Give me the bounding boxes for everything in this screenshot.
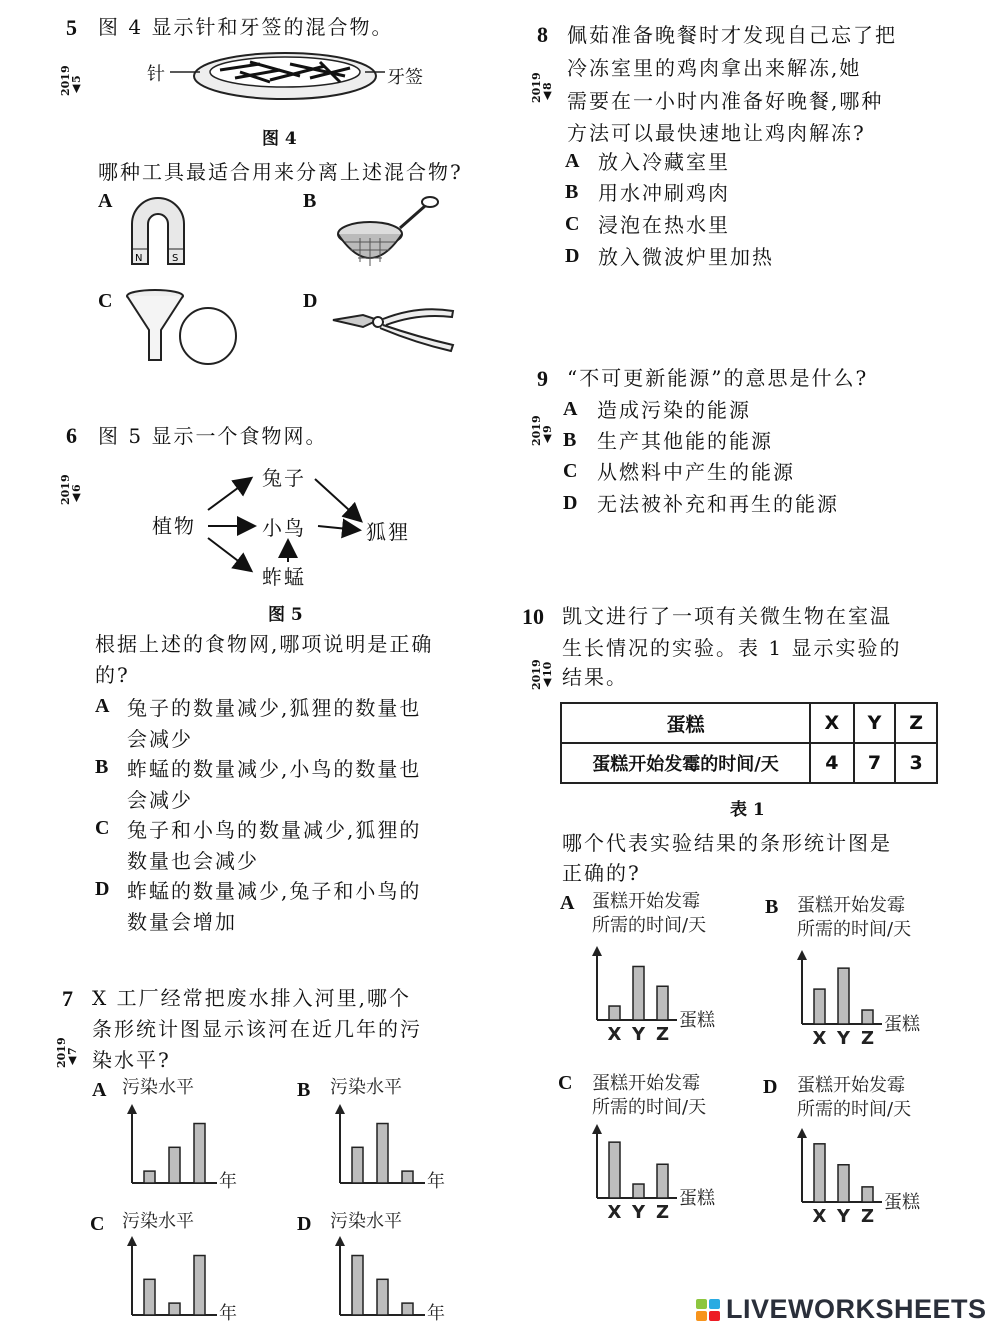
- bar: [169, 1303, 180, 1315]
- q7b-ylabel: 污染水平: [330, 1077, 402, 1098]
- q6-number: 6: [66, 423, 77, 448]
- bar: [838, 968, 849, 1024]
- q5-option-b-letter[interactable]: B: [303, 190, 317, 212]
- q10-question-l2: 正确的?: [562, 861, 641, 885]
- tick-label: Z: [655, 1202, 670, 1223]
- y-axis-arrow: [335, 1104, 345, 1114]
- tick-label: X: [607, 1202, 622, 1223]
- table-cell-y: 7: [854, 743, 896, 783]
- web-fox: 狐狸: [366, 520, 410, 544]
- q8-option-d-text: 放入微波炉里加热: [598, 245, 774, 269]
- y-axis-arrow: [592, 1124, 602, 1134]
- tick-label: Y: [836, 1206, 851, 1227]
- y-axis-arrow: [797, 950, 807, 960]
- x-axis-label: 年: [427, 1303, 445, 1324]
- chart-q7-c: [120, 1230, 260, 1325]
- tick-label: Y: [631, 1202, 646, 1223]
- table-cell-x: 4: [810, 743, 854, 783]
- q8-option-a-letter[interactable]: A: [565, 150, 580, 172]
- q5-question: 哪种工具最适合用来分离上述混合物?: [98, 160, 463, 184]
- bar: [352, 1147, 363, 1183]
- table-1: [560, 702, 938, 784]
- web-grasshopper: 蚱蜢: [262, 565, 306, 589]
- q5-text: 图 4 显示针和牙签的混合物。: [98, 15, 394, 39]
- bar: [814, 989, 825, 1024]
- q9-option-c-letter[interactable]: C: [563, 460, 578, 482]
- web-rabbit: 兔子: [262, 466, 306, 490]
- q10-option-b-letter[interactable]: B: [765, 896, 779, 918]
- chart-q10-b: [790, 944, 950, 1054]
- bar: [377, 1279, 388, 1315]
- q6-option-c-l2: 数量也会减少: [127, 849, 259, 873]
- q9-option-d-text: 无法被补充和再生的能源: [597, 492, 839, 516]
- q6-option-a-l1: 兔子的数量减少,狐狸的数量也: [127, 696, 422, 720]
- q6-option-d-l2: 数量会增加: [127, 910, 237, 934]
- q6-option-a-l2: 会减少: [127, 727, 193, 751]
- toothpick-label: 牙签: [387, 67, 423, 88]
- figure-5-caption: 图 5: [268, 605, 303, 625]
- tick-label: X: [607, 1024, 622, 1045]
- bar: [838, 1165, 849, 1202]
- chart-q7-a: [120, 1098, 260, 1193]
- chart-q10-a: [585, 940, 745, 1050]
- q8-l4: 方法可以最快速地让鸡肉解冻?: [567, 121, 866, 145]
- q6-option-a-letter[interactable]: A: [95, 695, 110, 717]
- q8-number: 8: [537, 22, 548, 47]
- bar: [657, 986, 668, 1020]
- x-axis-label: 年: [219, 1303, 237, 1324]
- q5-option-c-letter[interactable]: C: [98, 290, 113, 312]
- bar: [377, 1124, 388, 1183]
- bar: [194, 1124, 205, 1183]
- q9-number: 9: [537, 366, 548, 391]
- q5-number: 5: [66, 15, 77, 40]
- chart-q7-b: [328, 1098, 468, 1193]
- q6-option-b-letter[interactable]: B: [95, 756, 109, 778]
- q8-option-c-letter[interactable]: C: [565, 213, 580, 235]
- tick-label: Z: [860, 1028, 875, 1049]
- table-cell-z: 3: [895, 743, 937, 783]
- liveworksheets-brand: LIVEWORKSHEETS: [726, 1294, 987, 1324]
- q7-option-b-letter[interactable]: B: [297, 1079, 311, 1101]
- q7c-ylabel: 污染水平: [122, 1211, 194, 1232]
- x-axis-label: 蛋糕: [884, 1014, 920, 1035]
- q10-question-l1: 哪个代表实验结果的条形统计图是: [562, 831, 892, 855]
- q10b-ylabel: 蛋糕开始发霉 所需的时间/天: [797, 895, 912, 940]
- q5-side-tag: 2019 ▲5: [59, 65, 83, 96]
- x-axis-label: 年: [219, 1171, 237, 1192]
- chart-q7-d: [328, 1230, 468, 1325]
- magnet-n: N: [135, 253, 143, 264]
- q6-side-tag: 2019 ▲6: [59, 474, 83, 505]
- q10-number: 10: [522, 604, 544, 629]
- y-axis-arrow: [592, 946, 602, 956]
- q5-option-a-letter[interactable]: A: [98, 190, 113, 212]
- table-header-cake: 蛋糕: [561, 703, 810, 743]
- bar: [402, 1303, 413, 1315]
- q6-text: 图 5 显示一个食物网。: [98, 424, 328, 448]
- q10-option-d-letter[interactable]: D: [763, 1076, 778, 1098]
- bar: [144, 1171, 155, 1183]
- y-axis-arrow: [127, 1104, 137, 1114]
- tick-label: Z: [860, 1206, 875, 1227]
- q8-side-tag: 2019 ▲8: [530, 72, 554, 103]
- q9-option-d-letter[interactable]: D: [563, 492, 578, 514]
- q6-question-l2: 的?: [95, 663, 130, 687]
- q5-option-d-letter[interactable]: D: [303, 290, 318, 312]
- y-axis-arrow: [797, 1128, 807, 1138]
- q8-option-b-letter[interactable]: B: [565, 181, 579, 203]
- q7d-ylabel: 污染水平: [330, 1211, 402, 1232]
- bar: [862, 1187, 873, 1202]
- needle-label: 针: [147, 64, 165, 85]
- figure-4-caption: 图 4: [262, 129, 297, 149]
- q8-l2: 冷冻室里的鸡肉拿出来解冻,她: [567, 56, 862, 80]
- bar: [814, 1144, 825, 1202]
- bar: [609, 1142, 620, 1198]
- bar: [633, 966, 644, 1020]
- chart-q10-c: [585, 1118, 745, 1228]
- q10-option-a-letter[interactable]: A: [560, 892, 575, 914]
- x-axis-label: 年: [427, 1171, 445, 1192]
- bar: [144, 1279, 155, 1315]
- q7-option-a-letter[interactable]: A: [92, 1079, 107, 1101]
- tick-label: Y: [836, 1028, 851, 1049]
- q10-l1: 凯文进行了一项有关微生物在室温: [562, 604, 892, 628]
- table-header-y: Y: [854, 703, 896, 743]
- q8-l1: 佩茹准备晚餐时才发现自己忘了把: [567, 23, 897, 47]
- q9-side-tag: 2019 ▲9: [530, 415, 554, 446]
- q8-l3: 需要在一小时内准备好晚餐,哪种: [567, 89, 884, 113]
- q10d-ylabel: 蛋糕开始发霉 所需的时间/天: [797, 1075, 912, 1120]
- q8-option-d-letter[interactable]: D: [565, 245, 580, 267]
- web-plant: 植物: [152, 514, 196, 538]
- table-1-caption: 表 1: [730, 800, 765, 820]
- q10-l3: 结果。: [562, 665, 628, 689]
- q6-option-d-letter[interactable]: D: [95, 878, 110, 900]
- liveworksheets-logo-icon: [694, 1297, 724, 1323]
- y-axis-arrow: [127, 1236, 137, 1246]
- table-header-z: Z: [895, 703, 937, 743]
- q6-option-b-l1: 蚱蜢的数量减少,小鸟的数量也: [127, 757, 422, 781]
- q9-text: “不可更新能源”的意思是什么?: [567, 366, 869, 390]
- q7a-ylabel: 污染水平: [122, 1077, 194, 1098]
- q6-option-c-letter[interactable]: C: [95, 817, 110, 839]
- q10-option-c-letter[interactable]: C: [558, 1072, 573, 1094]
- q7-number: 7: [62, 986, 73, 1011]
- q9-option-a-letter[interactable]: A: [563, 398, 578, 420]
- bar: [194, 1256, 205, 1315]
- q7-l1: X 工厂经常把废水排入河里,哪个: [92, 986, 411, 1010]
- bar: [169, 1147, 180, 1183]
- q7-option-c-letter[interactable]: C: [90, 1213, 105, 1235]
- magnet-s: S: [172, 253, 179, 264]
- q10-l2: 生长情况的实验。表 1 显示实验的: [562, 636, 902, 660]
- q8-option-a-text: 放入冷藏室里: [598, 150, 730, 174]
- q8-option-b-text: 用水冲刷鸡肉: [598, 181, 730, 205]
- bar: [657, 1164, 668, 1198]
- q7-l2: 条形统计图显示该河在近几年的污: [92, 1017, 422, 1041]
- q6-option-c-l1: 兔子和小鸟的数量减少,狐狸的: [127, 818, 422, 842]
- bar: [352, 1256, 363, 1315]
- q10c-ylabel: 蛋糕开始发霉 所需的时间/天: [592, 1073, 707, 1118]
- tick-label: Y: [631, 1024, 646, 1045]
- bar: [862, 1010, 873, 1024]
- web-bird: 小鸟: [262, 516, 306, 540]
- x-axis-label: 蛋糕: [884, 1192, 920, 1213]
- q6-question-l1: 根据上述的食物网,哪项说明是正确: [95, 632, 434, 656]
- q7-option-d-letter[interactable]: D: [297, 1213, 312, 1235]
- y-axis-arrow: [335, 1236, 345, 1246]
- q7-l3: 染水平?: [92, 1048, 171, 1072]
- bar: [402, 1171, 413, 1183]
- q6-option-d-l1: 蚱蜢的数量减少,兔子和小鸟的: [127, 879, 422, 903]
- tick-label: Z: [655, 1024, 670, 1045]
- bar: [633, 1184, 644, 1198]
- table-row-label: 蛋糕开始发霉的时间/天: [561, 743, 810, 783]
- tick-label: X: [812, 1028, 827, 1049]
- q9-option-c-text: 从燃料中产生的能源: [597, 460, 795, 484]
- q10a-ylabel: 蛋糕开始发霉 所需的时间/天: [592, 891, 707, 936]
- q10-side-tag: 2019 ▲10: [530, 659, 554, 690]
- bar: [609, 1006, 620, 1020]
- tick-label: X: [812, 1206, 827, 1227]
- q9-option-a-text: 造成污染的能源: [597, 398, 751, 422]
- x-axis-label: 蛋糕: [679, 1188, 715, 1209]
- x-axis-label: 蛋糕: [679, 1010, 715, 1031]
- q9-option-b-text: 生产其他能的能源: [597, 429, 773, 453]
- chart-q10-d: [790, 1122, 950, 1232]
- q6-option-b-l2: 会减少: [127, 788, 193, 812]
- q7-side-tag: 2019 ▲7: [55, 1037, 79, 1068]
- q9-option-b-letter[interactable]: B: [563, 429, 577, 451]
- table-header-x: X: [810, 703, 854, 743]
- q8-option-c-text: 浸泡在热水里: [598, 213, 730, 237]
